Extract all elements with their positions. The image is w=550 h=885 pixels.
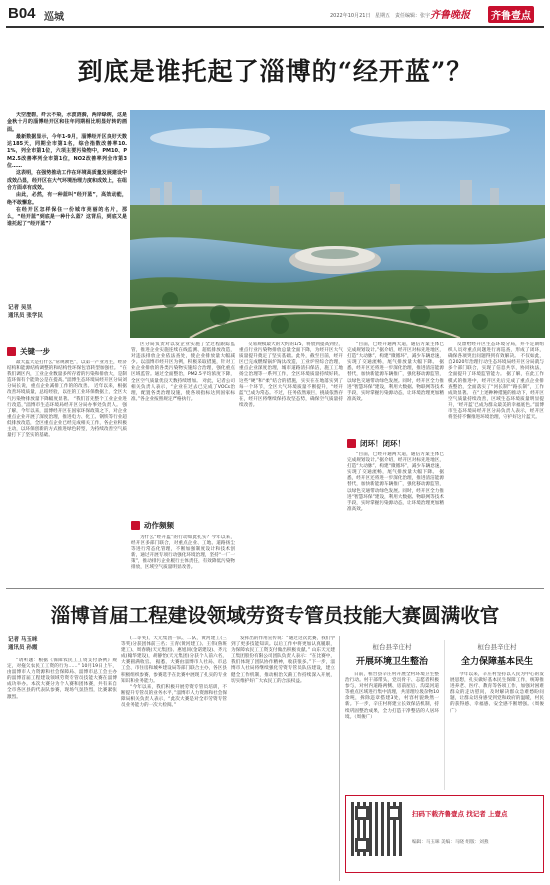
article1-body-col2b xyxy=(131,535,235,583)
byline-correspondent: 通讯员 张学民 xyxy=(8,313,43,319)
qr-caption: 扫码下载齐鲁壹点 找记者 上壹点 xyxy=(412,810,508,818)
qr-promo-box xyxy=(345,795,544,873)
brand-logo: 齐鲁晚报 xyxy=(430,10,470,21)
lead-question-paragraph-3: 在经开区怎样保住一份城市亮丽的名片，那么，“经开蓝”到底是一种什么蓝？这背后，到底又是谁托起了“经开蓝”？ xyxy=(7,206,127,228)
body-paragraph: “目前，已经开通两大道，通信方案主体已完成规划设计。”据介绍，经开区对标先进地区，打造“大动脉”、构建“微循环”，减少车辆怠速，实现了交通流畅，尾气排放量大幅下降。 据悉，经开区还将进一步深化治理，推进清洁能源替代，加快新能源车辆推广，强化移动源监管，以绿色交通带动绿色发展。同时，经开区全力推进“智慧环保”建设，利用大数据、物联网等技术手段，实时掌握污染源动态，让环境治理更加精准高效。 xyxy=(347,452,444,512)
article2-headline: 淄博首届工程建设领域劳资专管员技能大赛圆满收官 xyxy=(50,604,500,627)
park-aerial-photo xyxy=(130,110,545,338)
sidebar-story2-title: 全力保障基本民生 xyxy=(460,657,533,667)
body-paragraph: “目前，已经开通两大道，通信方案主体已完成规划设计。”据介绍，经开区对标先进地区，打造“大动脉”、构建“微循环”，减少车辆怠速，实现了交通流畅，尾气排放量大幅下降。 据悉，经开区还将进一步深化治理，推进清洁能源替代，加快新能源车辆推广，强化移动源监管，以绿色交通带动绿色发展。同时，经开区全力推进“智慧环保”建设，利用大数据、物联网等技术手段，实时掌握污染源动态，让环境治理更加精准高效。 xyxy=(347,342,444,402)
body-paragraph: 交易规模最大的大约的1/5，将放到提高到位，重点行业污染物排放总量全面下降，为经开区大气质量提升奠定了坚实基础。此外，截至目前，经开区已完成燃煤锅炉淘汰改造，工业炉窑综合治理，重点企业深度治理，城市道路清扫保洁，施工工地扬尘治理等一系列工作，全区环境质量持续好转。 这些“硬”和“柔”结合的措施，实实在在地落实到了每一个环节，全区大气环境质量不断提升，“经开蓝”已成为常态。不过，任务依然艰巨，挑战依然存在，经开区将继续保持攻坚态势，确保空气质量持续改善。 xyxy=(239,342,343,408)
lead-question-paragraph-2: 由此，必然，有一种蓝叫“经开蓝”，高效动能，绝不敢懈怠。 xyxy=(7,192,127,206)
byline-reporter: 记者 马玉咪 xyxy=(8,637,38,643)
brand-logo-secondary: 齐鲁壹点 xyxy=(488,6,534,23)
header-rule xyxy=(6,26,544,28)
subheading-marker-icon xyxy=(347,439,356,448)
lead-stats-paragraph: 最新数据显示，今年1-9月，淄博经开区良好天数达185天，同期全市第1名，综合指数改善率10.1%，列全市第1位，六项主要污染物中，PM10、PM2.5改善率列全市第1位，NO2改善率列全市第3位…… xyxy=(7,133,127,170)
article1-body-col3 xyxy=(239,342,343,582)
subheading-marker-icon xyxy=(7,347,16,356)
article-divider xyxy=(6,588,544,589)
article2-body-col2 xyxy=(121,636,227,880)
section-name: 巡城 xyxy=(44,12,64,23)
sidebar-story1-body xyxy=(345,672,439,787)
body-paragraph: 发挥出的作用宣传说：“通过这次比赛，我们学到了更多技能知识。以后工作中将更加认真履职，为保障农民工工资支付做出积极贡献。” 山东天元建工集团股份有限公司团队负责人表示：“在比赛中，我们体现了团队协作精神，收获很多。”下一步，淄博市人社局将继续强化劳资专管员队伍建设，建立健全工作机制，推动根治欠薪工作持续深入开展，切实维护好广大农民工的合法权益。 xyxy=(231,636,335,684)
lead-paragraph: 天空澄碧，纤云不染，水波涟漪，两岸绿树，这是金秋十月的淄博经开区和往年同期相比明显好转的画面。 xyxy=(7,112,127,133)
byline-reporter: 记者 吴昱 xyxy=(8,305,32,311)
subheading-text: 关键一步 xyxy=(20,347,50,356)
body-paragraph: 日前，桓台县辛庄村开展全村环境卫生整治行动。村干部带头，党员骨干、志愿者积极参与，对村内道路两侧、房前屋后、沟渠河道等重点区域进行集中清理，共清理垃圾杂物10余吨，拆除违章搭建3处，村容村貌焕然一新。下一步，辛庄村将建立长效保洁机制，持续巩固整治成果，全力打造干净整洁的人居环境。（周俊广） xyxy=(345,672,439,720)
article1-body-col5 xyxy=(448,342,544,582)
body-paragraph: 最大蓝天是打什么”常规教色”，以第一产业为主，经济结构和能源结构调整的和结构性环保包容转型加强社。 “在我们调区内，工业企业数量多所存着的污染和排放大，是制造环保有个能效公是在提高。”淄博生态环境局经开区分局刘分局长说，重点企业减排工作的的改善。 近年以来，根据改善环境质量，总结经验，以往的工业环保数据上，全区大气污染物排放量下降幅度显著。 “我们首先整个工业企业进行改造，”淄博市生态环境局经开区分局办事处负责人。 强了解，今年以来，淄博经开区在国家环保政策之下，对企业重点企业开展了深度治理，推进电力、化工、钢铁等行业超低排放改造，全区重点企业已经完成相关工作，各企业积极主动，以环保创新的方式推进绿色转型，为持续改善空气质量打下了坚实的基础。 xyxy=(7,360,127,439)
article1-byline xyxy=(8,304,43,320)
body-paragraph: (二等奖)，天元集团一队、二队，黄河建工(三等奖)分获团体前三名；王青(黄河建工)、王伟(鲁班建工)、周春晓(天元集团)、惠旭同(金诺建设)、齐元成(翰华建设)，胡静怡(天元集团)分获个人前六名，大赛圆满收官。 据悉，大赛由淄博市人社局、市总工会、市住房和城乡建设局等部门联合主办，各区县积极组织参赛，参赛选手在比赛中展现了扎实的专业知识和业务能力。 xyxy=(121,636,227,684)
article2-body-col3 xyxy=(231,636,335,880)
issue-date: 2022年10月21日 xyxy=(330,13,371,19)
sidebar-story1-kicker: 桓台县辛庄村 xyxy=(372,643,412,651)
body-paragraph: 区分局负责对以发企业实施了全过程跟踪监管，推进企业实施连续在线监测、超低排放改造，对违法排放企业依法查处，使企业排放量大幅减少。以淄博市经开区为例，积极采取措施，针对工业企业排放的各类污染物实施综合治理，强化重点区域监管。通过全面整治，PM2.5平均浓度下降，全区空气质量优良天数持续增加。 对此，记者公司相关负责人表示，“企业在过去已完成了VOCs治理，配置各类治理设施，使各项指标达到国家标准。”各企业按照规定严格执行。 xyxy=(131,342,235,402)
sidebar-story1-title: 开展环境卫生整治 xyxy=(355,657,428,667)
body-paragraph: “请听题：根据《保障农民工工资支付条例》规定，对拖欠农民工工资的行为……” 10月19日上午，由淄博市人力资源和社会保障局、淄博市总工会主办的淄博首届工程建设领域劳资专管员技能大赛在淄博成功举办。本次大赛分为个人赛和团体赛，共有来自全市各区县的代表队参赛，现场气氛热烈，比赛紧张激烈。 xyxy=(7,658,117,700)
subheading-actions xyxy=(131,520,174,531)
subheading-key-step xyxy=(7,346,50,357)
article1-lead xyxy=(7,112,127,302)
sidebar-divider xyxy=(339,636,340,881)
subheading-text: 闭环！闭环！ xyxy=(360,439,405,448)
qr-credits: 编辑：马玉咪 美编：马晓 组版：刘燕 xyxy=(412,840,489,845)
issue-weekday: 星期五 xyxy=(375,13,391,19)
article1-body-col1 xyxy=(7,360,127,582)
body-paragraph: 今年以来，辛庄村坚持以人民为中心的发展思想，扎实做好基本民生保障工作，统筹推进养老、医疗、教育等各项工作，加强对困难群众的走访慰问，及时解决群众急难愁盼问题，让群众切身感受到党和政府的温暖，村民的获得感、幸福感、安全感不断增强。（周俊广） xyxy=(450,672,544,714)
article1-headline: 到底是谁托起了淄博的“经开蓝”？ xyxy=(77,57,473,86)
byline-correspondent: 通讯员 孙霞 xyxy=(8,645,38,651)
page-code: B04 xyxy=(8,5,36,22)
article2-body-col1 xyxy=(7,658,117,880)
article2-byline xyxy=(8,636,37,652)
article1-body-col4 xyxy=(347,342,444,434)
body-paragraph: “今年以来，我们积极开展劳资专管员培训，不断提升专管员的业务水平，”淄博市人力资源和社会保障局相关负责人表示，“此次大赛是对全市劳资专管员业务能力的一次大检阅。” xyxy=(121,684,227,709)
sidebar-story2-kicker: 桓台县辛庄村 xyxy=(477,643,517,651)
sidebar-story2-body xyxy=(450,672,544,787)
lead-question-paragraph: 这表明，在强势推动工作在环境高质量发展建设中成效凸显，经开区在大气环境治理力度和成效上，在组合方面卓有成效。 xyxy=(7,170,127,191)
subheading-marker-icon xyxy=(131,521,140,530)
sidebar-inner-divider xyxy=(444,640,445,790)
editor-line: 责任编辑：张宇 xyxy=(395,13,431,19)
subheading-closed-loop xyxy=(347,438,405,449)
article1-body-col4b xyxy=(347,452,444,582)
body-paragraph: 反馈给经开区生态环境分局，并不定期组织人员对重点问题进行再巡查，形成了闭环，确保各项突出问题得到有效解决。 不仅如此，自2020年治理行动生态环境局经开区分局就与多个部门联合，实现了信息共享，协同执法，全面提升了环境监管能力。 据了解，在此工作模式的推进中，经开区先后完成了重点企业排查整治，全面落实了“河长制”“路长制”，工作成效显著。 在“上述种种措施的推动下，经开区空气质量持续改善，区域生态环境质量明显提升，‘经开蓝’已成为群众最美的幸福底色。”淄博市生态环境局经开区分局负责人表示，经开区将坚持不懈推进环境治理，守护好这片蓝天。 xyxy=(448,342,544,421)
page-header xyxy=(0,0,550,26)
body-paragraph: 为什么“经开蓝”的行动如此扎实？今年以来，经开区多部门联合，对重点企业、工地、道路扬尘等进行常态化管理，不断加强制度设计和技术创新，通过开展专项行动强化环境治理，坚持“一厂一策”，推动排污企业履行主体责任，有效降低污染物排放，区域空气质量明显改善。 xyxy=(131,535,235,571)
article1-photo xyxy=(130,110,545,338)
article1-body-col2 xyxy=(131,342,235,502)
subheading-text: 动作频频 xyxy=(144,521,174,530)
qr-code-icon[interactable] xyxy=(351,802,405,856)
